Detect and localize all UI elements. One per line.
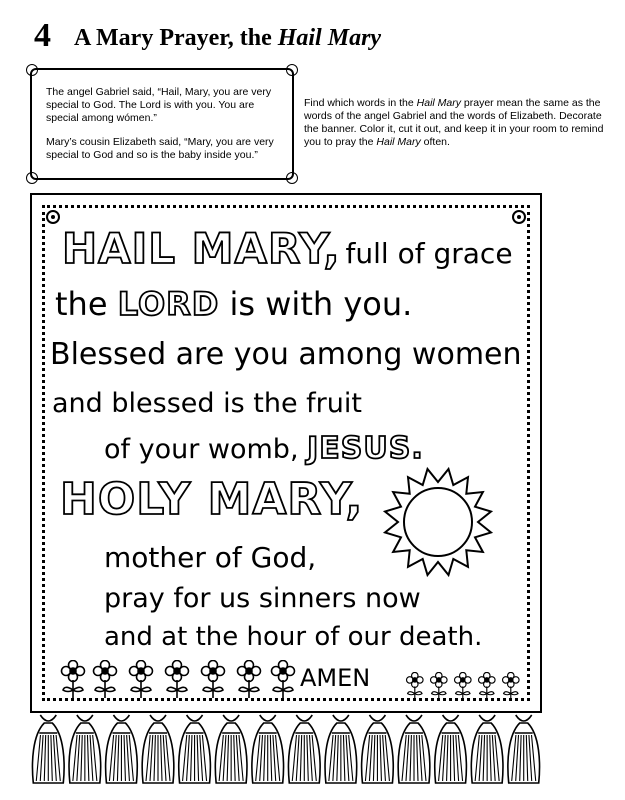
prayer-line-3: Blessed are you among women [50,337,522,372]
holy-mary-outline: HOLY MARY, [60,474,364,525]
flower-icon [198,660,228,700]
sun-ray-icon [385,469,491,575]
title-emphasis: Hail Mary [277,25,382,51]
jesus-outline: JESUS. [307,431,424,466]
full-of-grace: full of grace [345,237,513,270]
prayer-line-8: pray for us sinners now [104,583,421,614]
flower-icon [500,672,530,712]
hail-mary-outline: HAIL MARY, [62,224,341,273]
corner-ornament-icon [46,210,60,224]
tassel-icon [32,715,64,783]
prayer-line-6 [60,474,364,525]
amen-word: AMEN [300,664,371,692]
prayer-line-9: and at the hour of our death. [104,622,483,652]
the-word: the [55,285,108,323]
flower-icon [162,660,192,700]
prayer-line-2 [55,285,413,323]
lord-outline: LORD [117,285,220,323]
prayer-line-7: mother of God, [104,541,317,574]
tassel-icon [471,715,503,783]
prayer-line-1 [62,224,513,273]
sun-icon [382,466,494,578]
tassel-icon [106,715,138,783]
instr-text-2: prayer mean the same as the words of the angel Gabriel and the words of Elizabeth. Decorate the banner. Color it, cut it out, and keep it in your room to remind you to pray the [304,97,604,148]
tassel-icon [362,715,394,783]
is-with-you: is with you. [229,285,413,323]
activity-instructions [304,97,604,149]
corner-ornament-icon [512,210,526,224]
scripture-scroll [30,68,294,180]
tassel-icon [325,715,357,783]
tassel-icon [288,715,320,783]
prayer-line-4: and blessed is the fruit [52,388,362,419]
tassel-icon [435,715,467,783]
scroll-curl-icon [286,64,298,76]
banner-fringe [30,713,542,788]
of-your-womb: of your womb, [104,434,299,465]
prayer-line-5 [104,431,424,466]
tassel-icon [215,715,247,783]
scroll-curl-icon [26,64,38,76]
tassel-icon [69,715,101,783]
flower-icon [234,660,264,700]
tassel-icon [252,715,284,783]
instr-emphasis-1: Hail Mary [416,97,461,109]
flower-icon [268,660,298,700]
page-number: 4 [34,17,51,54]
tassel-icon [179,715,211,783]
instr-text-1: Find which words in the [304,97,417,109]
title-main: A Mary Prayer, the [74,25,278,51]
elizabeth-quote: Mary’s cousin Elizabeth said, “Mary, you are very special to God and so is the baby inside you.” [46,136,274,161]
scroll-curl-icon [286,172,298,184]
tassel-icon [398,715,430,783]
page-title [74,22,381,54]
flower-icon [58,660,88,700]
gabriel-quote: The angel Gabriel said, “Hail, Mary, you are very special to God. The Lord is with you. You are special among wómen.” [46,86,272,124]
tassel-icon [142,715,174,783]
tassel-icon [508,715,540,783]
scroll-curl-icon [26,172,38,184]
flower-icon [90,660,120,700]
flower-icon [126,660,156,700]
instr-emphasis-2: Hail Mary [376,136,421,148]
instr-text-3: often. [420,136,450,148]
